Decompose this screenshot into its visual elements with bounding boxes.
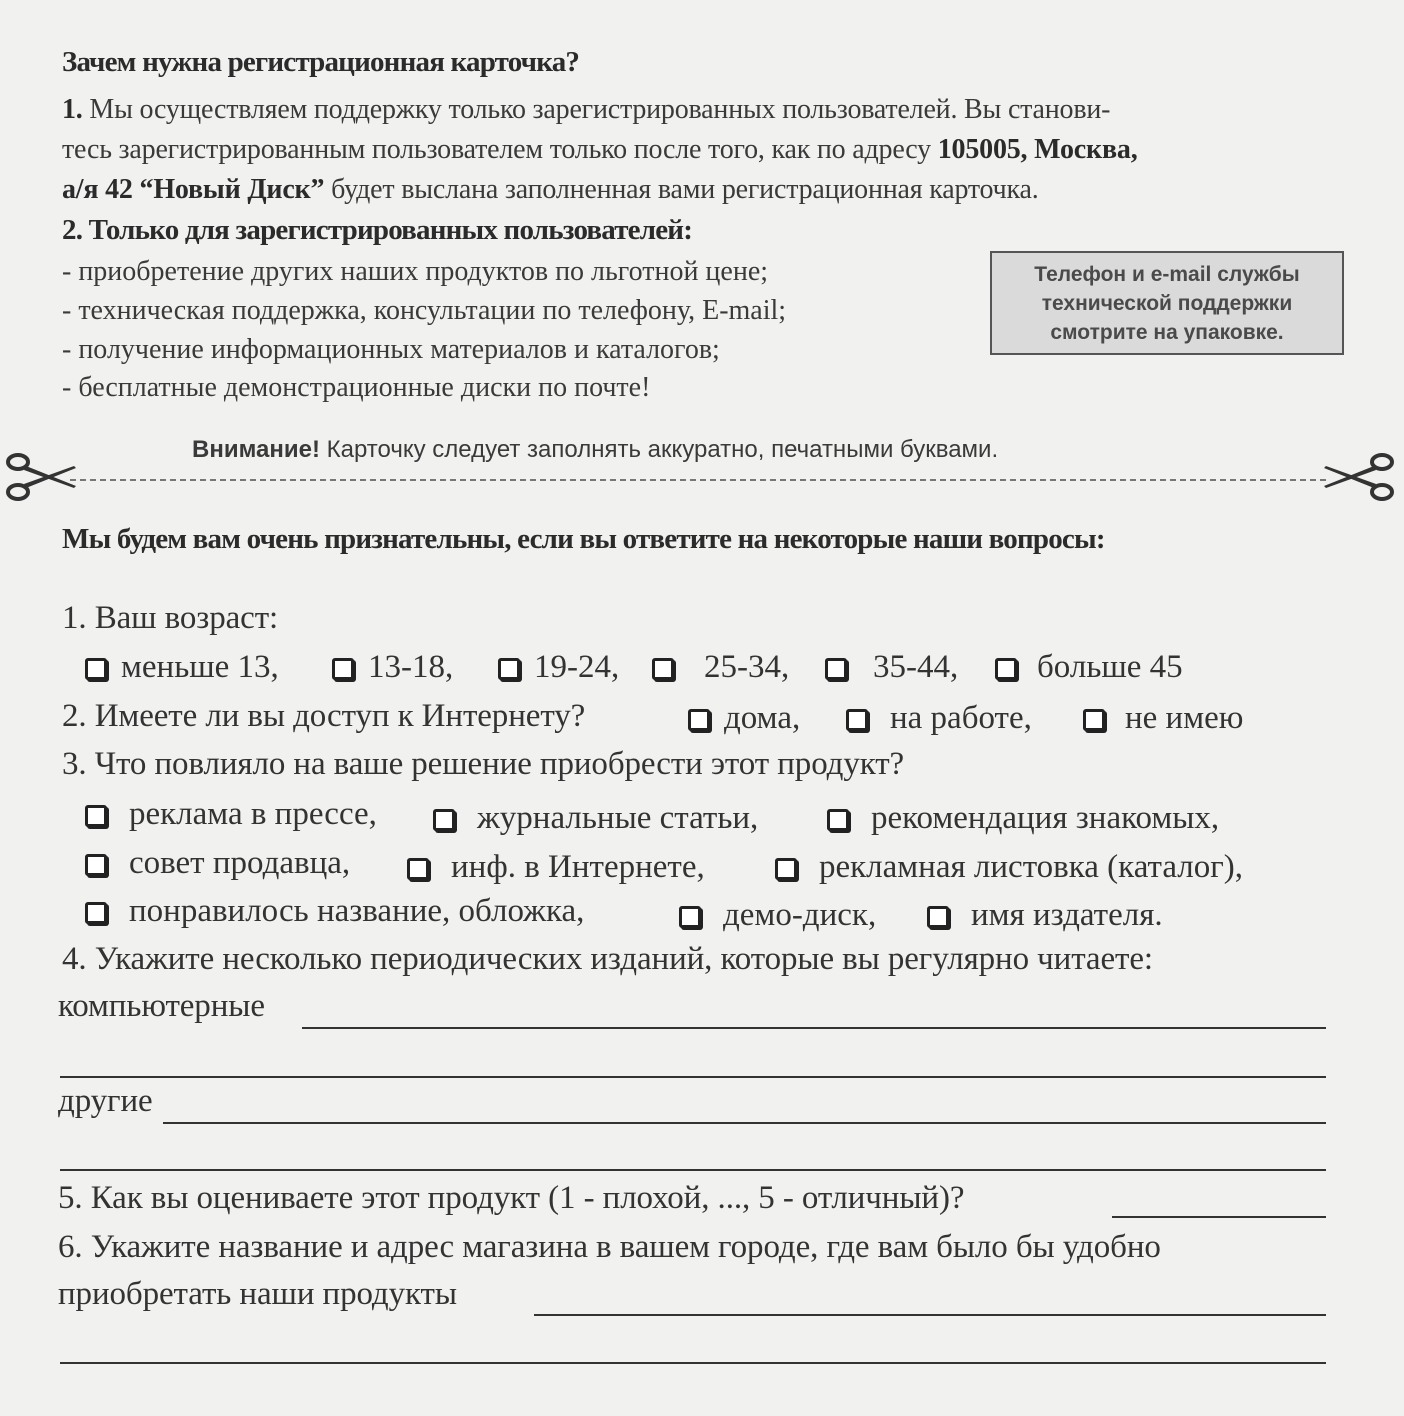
benefit-item: - техническая поддержка, консультации по телефону, E-mail; — [62, 295, 787, 326]
periodicals-other-field-2[interactable] — [60, 1169, 1326, 1171]
checkbox[interactable] — [85, 805, 107, 827]
option-label: 25-34, — [704, 649, 790, 685]
internet-option-work[interactable] — [846, 700, 1032, 737]
store-field[interactable] — [534, 1314, 1326, 1316]
checkbox[interactable] — [433, 809, 455, 831]
question-rating: 5. Как вы оцениваете этот продукт (1 - плохой, ..., 5 - отличный)? — [58, 1180, 965, 1216]
influence-option-press-ads[interactable] — [85, 796, 377, 833]
option-label: 19-24, — [534, 649, 620, 685]
para1-line2 — [62, 134, 1138, 166]
influence-option-publisher[interactable] — [927, 897, 1163, 934]
age-option-35-44[interactable] — [825, 649, 958, 686]
support-line: технической поддержки — [1041, 291, 1293, 315]
influence-option-demo-disc[interactable] — [679, 897, 876, 934]
benefit-item: - приобретение других наших продуктов по льготной цене; — [62, 256, 769, 287]
periodicals-other-field[interactable] — [163, 1122, 1326, 1124]
option-label: рекомендация знакомых, — [871, 800, 1220, 836]
checkbox[interactable] — [407, 858, 429, 880]
age-option-13-18[interactable] — [332, 649, 453, 686]
para2-title: 2. Только для зарегистрированных пользователей: — [62, 214, 693, 246]
checkbox[interactable] — [995, 658, 1017, 680]
question-periodicals: 4. Укажите несколько периодических изданий, которые вы регулярно читаете: — [62, 941, 1153, 977]
checkbox[interactable] — [85, 854, 107, 876]
option-label: на работе, — [890, 700, 1032, 736]
age-option-over45[interactable] — [995, 649, 1183, 686]
checkbox[interactable] — [688, 709, 710, 731]
influence-option-magazine-articles[interactable] — [433, 800, 758, 837]
para1-line1 — [62, 94, 1110, 126]
option-label: совет продавца, — [129, 845, 351, 881]
option-label: 35-44, — [873, 649, 959, 685]
option-label: не имею — [1125, 700, 1244, 736]
store-field-2[interactable] — [60, 1362, 1326, 1364]
checkbox[interactable] — [498, 658, 520, 680]
option-label: 13-18, — [368, 649, 454, 685]
page-title: Зачем нужна регистрационная карточка? — [62, 46, 580, 78]
address-box: а/я 42 “Новый Диск” — [62, 174, 325, 205]
influence-option-title-cover[interactable] — [85, 893, 584, 930]
influence-option-leaflet[interactable] — [775, 849, 1243, 886]
periodicals-computer-field-2[interactable] — [60, 1076, 1326, 1078]
para1-number: 1. — [62, 94, 83, 125]
cut-line — [70, 479, 1326, 481]
influence-option-internet-info[interactable] — [407, 849, 705, 886]
question-store-line2: приобретать наши продукты — [58, 1276, 457, 1312]
survey-intro: Мы будем вам очень признательны, если вы ответите на некоторые наши вопросы: — [62, 523, 1105, 555]
scissors-left-icon — [4, 450, 78, 506]
benefit-item: - бесплатные демонстрационные диски по почте! — [62, 372, 651, 403]
address-index: 105005, Москва, — [937, 134, 1138, 165]
checkbox[interactable] — [332, 658, 354, 680]
question-internet: 2. Имеете ли вы доступ к Интернету? — [62, 698, 586, 734]
option-label: понравилось название, обложка, — [129, 893, 585, 929]
periodicals-computer-field[interactable] — [302, 1027, 1326, 1029]
internet-option-none[interactable] — [1083, 700, 1243, 737]
influence-option-friends[interactable] — [827, 800, 1219, 837]
question-age: 1. Ваш возраст: — [62, 600, 279, 636]
attention-label: Внимание! — [192, 436, 320, 463]
rating-field[interactable] — [1112, 1216, 1326, 1218]
option-label: меньше 13, — [121, 649, 279, 685]
support-line: смотрите на упаковке. — [1050, 320, 1284, 344]
checkbox[interactable] — [1083, 709, 1105, 731]
age-option-25-34[interactable] — [652, 649, 789, 686]
checkbox[interactable] — [825, 658, 847, 680]
age-option-under13[interactable] — [85, 649, 279, 686]
checkbox[interactable] — [846, 709, 868, 731]
option-label: рекламная листовка (каталог), — [819, 849, 1244, 885]
option-label: больше 45 — [1037, 649, 1183, 685]
checkbox[interactable] — [652, 658, 674, 680]
periodicals-other-label: другие — [58, 1083, 153, 1119]
support-line: Телефон и e-mail службы — [1034, 262, 1300, 286]
checkbox[interactable] — [827, 809, 849, 831]
option-label: демо-диск, — [723, 897, 877, 933]
option-label: имя издателя. — [971, 897, 1163, 933]
question-store: 6. Укажите название и адрес магазина в вашем городе, где вам было бы удобно — [58, 1229, 1161, 1265]
option-label: инф. в Интернете, — [451, 849, 705, 885]
checkbox[interactable] — [85, 902, 107, 924]
periodicals-computer-label: компьютерные — [58, 988, 265, 1024]
para1-text: Мы осуществляем поддержку только зарегистрированных пользователей. Вы станови- — [89, 94, 1111, 125]
question-influence: 3. Что повлияло на ваше решение приобрести этот продукт? — [62, 746, 905, 782]
checkbox[interactable] — [927, 906, 949, 928]
option-label: журнальные статьи, — [477, 800, 759, 836]
checkbox[interactable] — [679, 906, 701, 928]
para1-line3-text: будет выслана заполненная вами регистрационная карточка. — [324, 174, 1039, 205]
internet-option-home[interactable] — [688, 700, 800, 737]
support-info-box — [990, 251, 1344, 355]
attention-note — [192, 436, 998, 464]
para1-line2-text: тесь зарегистрированным пользователем только после того, как по адресу — [62, 134, 938, 165]
option-label: дома, — [724, 700, 801, 736]
checkbox[interactable] — [85, 658, 107, 680]
age-option-19-24[interactable] — [498, 649, 619, 686]
option-label: реклама в прессе, — [129, 796, 377, 832]
scissors-right-icon — [1322, 450, 1396, 506]
benefit-item: - получение информационных материалов и каталогов; — [62, 334, 720, 365]
attention-text: Карточку следует заполнять аккуратно, печатными буквами. — [319, 436, 999, 463]
para1-line3 — [62, 174, 1039, 206]
checkbox[interactable] — [775, 858, 797, 880]
influence-option-seller[interactable] — [85, 845, 350, 882]
